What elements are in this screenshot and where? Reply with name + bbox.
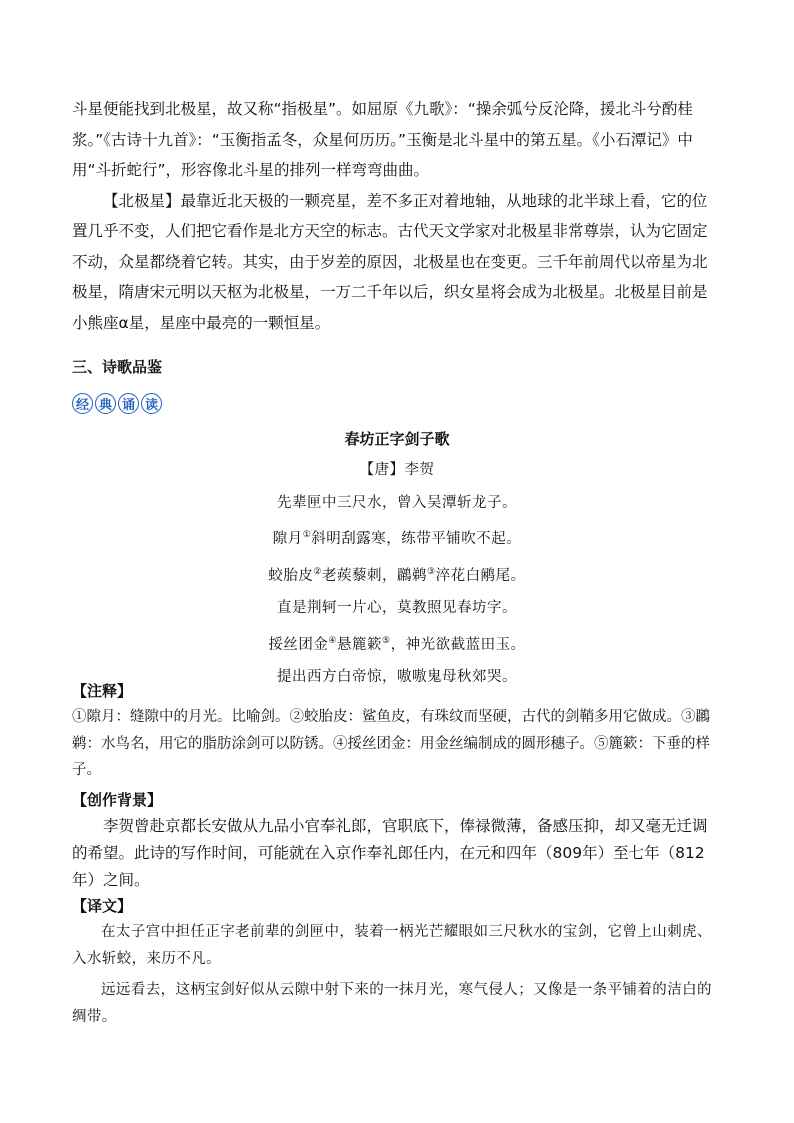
intro-paragraph-2: 【北极星】最靠近北天极的一颗亮星，差不多正对着地轴，从地球的北半球上看，它的位置几乎不变，人们把它看作是北方天空的标志。古代天文学家对北极星非常尊崇，认为它固定不动，众星都绕着它转。其实，由于岁差的原因，北极星也在变更。三千年前周代以帝星为北极星，隋唐宋元明以天枢为北极星，一万二千年以后，织女星将会成为北极星。北极星目前是小熊座α星，星座中最亮的一颗恒星。 <box>72 191 708 332</box>
poem-title: 春坊正字剑子歌 <box>344 430 450 448</box>
notes-section <box>72 678 722 784</box>
poem-line: 蛟胎皮②老蒺藜刺，鸊鹈③淬花白鹇尾。 <box>268 566 526 584</box>
section-title: 三、诗歌品鉴 <box>72 358 163 376</box>
background-section <box>72 787 722 894</box>
poem-line: 直是荆轲一片心，莫教照见春坊字。 <box>277 600 517 617</box>
footnote-marker: ① <box>302 530 312 541</box>
badge-char: 经 <box>72 393 93 414</box>
footnote-marker: ② <box>313 566 322 577</box>
poem-author: 【唐】李贺 <box>359 462 435 478</box>
notes-text: ①隙月：缝隙中的月光。比喻剑。②蛟胎皮：鲨鱼皮，有珠纹而坚硬，古代的剑鞘多用它做成。③鸊鹈：水鸟名，用它的脂肪涂剑可以防锈。④挼丝团金：用金丝编制成的圆形穗子。⑤簏簌：下垂的样子。 <box>72 709 710 778</box>
poem-line: 挼丝团金④悬簏簌⑤，神光欲截蓝田玉。 <box>268 635 526 653</box>
poem-line: 提出西方白帝惊，嗷嗷鬼母秋郊哭。 <box>277 669 517 686</box>
translation-paragraph-1: 在太子宫中担任正字老前辈的剑匣中，装着一柄光芒耀眼如三尺秋水的宝剑，它曾上山刺虎、入水斩蛟，来历不凡。 <box>72 924 712 967</box>
footnote-marker: ④ <box>328 635 337 646</box>
badge-char: 诵 <box>118 393 139 414</box>
poem-line: 隙月①斜明刮露寒，练带平铺吹不起。 <box>272 530 522 548</box>
translation-paragraph-2: 远远看去，这柄宝剑好似从云隙中射下来的一抹月光，寒气侵人；又像是一条平铺着的洁白的绸带。 <box>72 982 712 1025</box>
section-header <box>72 356 722 377</box>
translation-heading: 【译文】 <box>72 897 133 915</box>
intro-paragraph-1: 斗星便能找到北极星，故又称“指极星”。如屈原《九歌》：“操余弧兮反沦降，援北斗兮酌桂浆。”《古诗十九首》：“玉衡指孟冬，众星何历历。”玉衡是北斗星中的第五星。《小石潭记》中用“斗折蛇行”，形容像北斗星的排列一样弯弯曲曲。 <box>72 100 693 179</box>
badge-char: 读 <box>141 393 162 414</box>
footnote-marker: ⑤ <box>382 635 391 646</box>
poem-line: 先辈匣中三尺水，曾入吴潭斩龙子。 <box>277 494 517 511</box>
translation-section <box>72 893 722 1035</box>
intro-section <box>72 94 722 338</box>
poem <box>72 424 722 694</box>
badge-char: 典 <box>95 393 116 414</box>
background-text: 李贺曾赴京都长安做从九品小官奉礼郎，官职底下，俸禄微薄，备感压抑，却又毫无迁调的希望。此诗的写作时间，可能就在入京作奉礼郎任内，在元和四年（809年）至七年（812年）之间。 <box>72 817 708 889</box>
classic-reading-badges <box>72 393 722 414</box>
notes-heading: 【注释】 <box>72 682 133 700</box>
background-heading: 【创作背景】 <box>72 791 163 809</box>
footnote-marker: ③ <box>427 566 436 577</box>
